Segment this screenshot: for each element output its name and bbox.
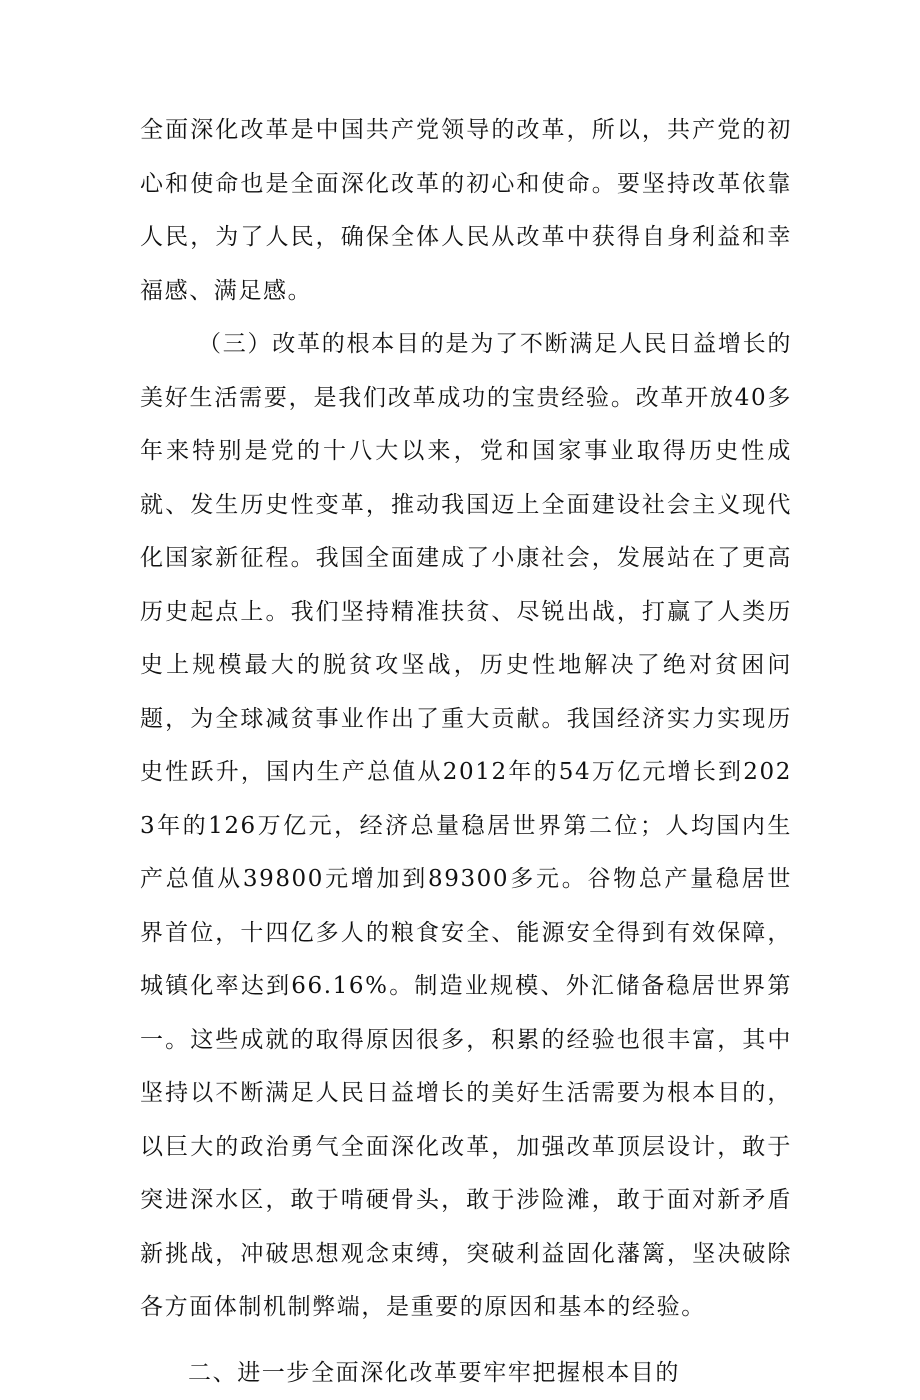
- paragraph-reform-mission: 全面深化改革是中国共产党领导的改革，所以，共产党的初心和使命也是全面深化改革的初心和使命。要坚持改革依靠人民，为了人民，确保全体人民从改革中获得自身利益和幸福感、满足感。: [140, 104, 792, 318]
- section-heading-2: 二、进一步全面深化改革要牢牢把握根本目的: [140, 1347, 792, 1400]
- document-body: [140, 104, 792, 1400]
- paragraph-fundamental-purpose: （三）改革的根本目的是为了不断满足人民日益增长的美好生活需要，是我们改革成功的宝贵经验。改革开放40多年来特别是党的十八大以来，党和国家事业取得历史性成就、发生历史性变革，推动我国迈上全面建设社会主义现代化国家新征程。我国全面建成了小康社会，发展站在了更高历史起点上。我们坚持精准扶贫、尽锐出战，打赢了人类历史上规模最大的脱贫攻坚战，历史性地解决了绝对贫困问题，为全球减贫事业作出了重大贡献。我国经济实力实现历史性跃升，国内生产总值从2012年的54万亿元增长到2023年的126万亿元，经济总量稳居世界第二位；人均国内生产总值从39800元增加到89300多元。谷物总产量稳居世界首位，十四亿多人的粮食安全、能源安全得到有效保障，城镇化率达到66.16%。制造业规模、外汇储备稳居世界第一。这些成就的取得原因很多，积累的经验也很丰富，其中坚持以不断满足人民日益增长的美好生活需要为根本目的，以巨大的政治勇气全面深化改革，加强改革顶层设计，敢于突进深水区，敢于啃硬骨头，敢于涉险滩，敢于面对新矛盾新挑战，冲破思想观念束缚，突破利益固化藩篱，坚决破除各方面体制机制弊端，是重要的原因和基本的经验。: [140, 318, 792, 1335]
